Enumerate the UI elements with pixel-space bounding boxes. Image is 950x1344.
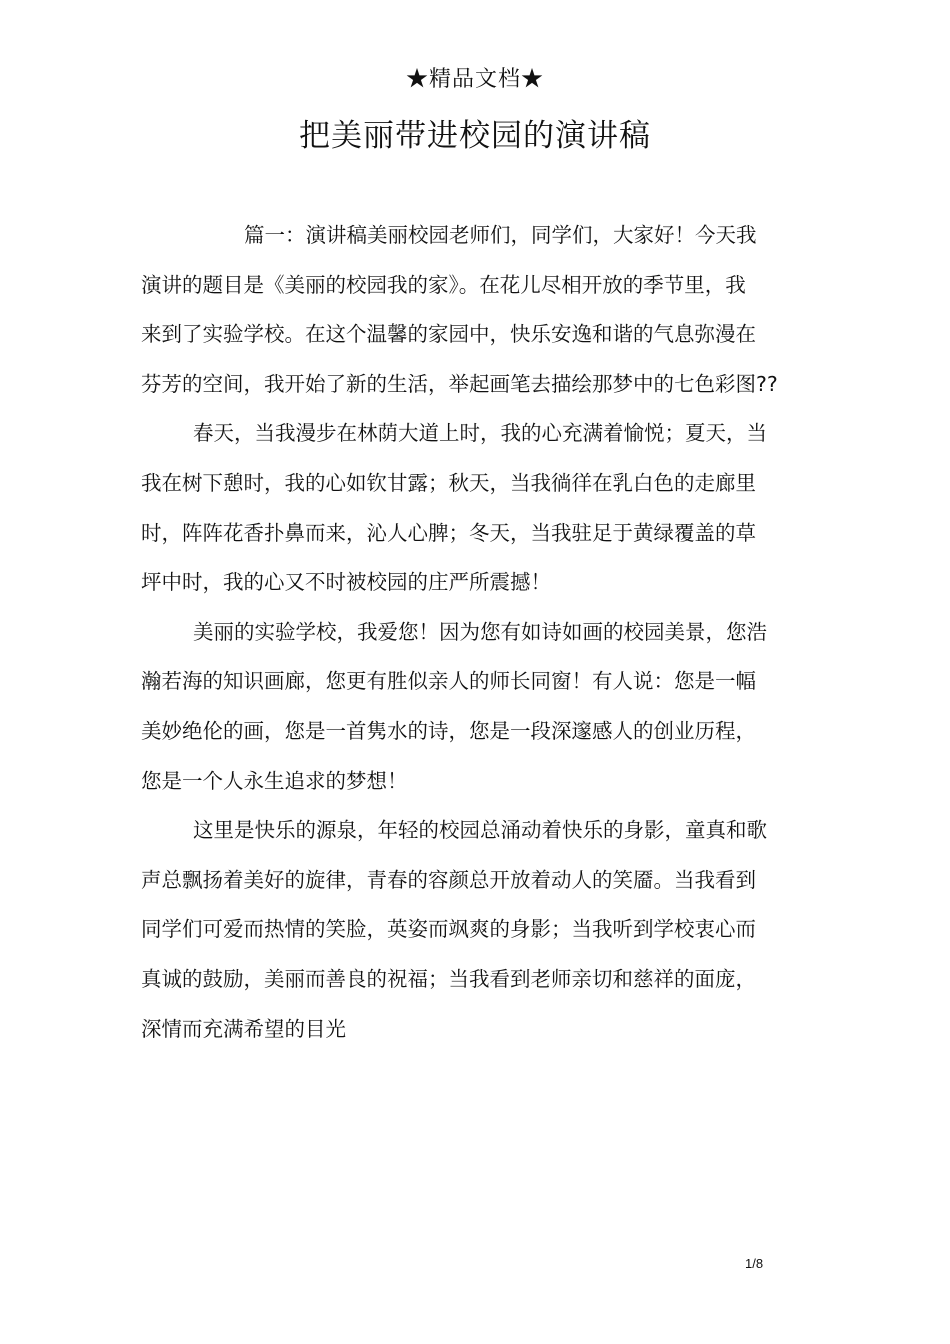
header-mark: ★精品文档★ <box>405 67 544 92</box>
paragraph-line: 这里是快乐的源泉，年轻的校园总涌动着快乐的身影，童真和歌 <box>193 818 767 843</box>
page-number: 1/8 <box>745 1256 764 1271</box>
paragraph-line: 美妙绝伦的画，您是一首隽水的诗，您是一段深邃感人的创业历程， <box>141 718 756 743</box>
paragraph-line: 真诚的鼓励，美丽而善良的祝福；当我看到老师亲切和慈祥的面庞， <box>141 966 756 991</box>
paragraph-line: 芬芳的空间，我开始了新的生活，举起画笔去描绘那梦中的七色彩图?? <box>141 371 778 396</box>
paragraph-line: 深情而充满希望的目光 <box>141 1016 346 1041</box>
body-text <box>141 211 841 1054</box>
paragraph-line: 时，阵阵花香扑鼻而来，沁人心脾；冬天，当我驻足于黄绿覆盖的草 <box>141 520 756 545</box>
paragraph-line: 来到了实验学校。在这个温馨的家园中，快乐安逸和谐的气息弥漫在 <box>141 322 756 347</box>
paragraph-line: 篇一：演讲稿美丽校园老师们，同学们，大家好！今天我 <box>244 223 757 247</box>
paragraph-line: 我在树下憩时，我的心如钦甘露；秋天，当我徜徉在乳白色的走廊里 <box>141 470 756 495</box>
paragraph-line: 坪中时，我的心又不时被校园的庄严所震撼！ <box>141 570 551 595</box>
paragraph-line: 演讲的题目是《美丽的校园我的家》。在花儿尽相开放的季节里，我 <box>141 272 746 297</box>
paragraph-line: 您是一个人永生追求的梦想！ <box>141 768 408 793</box>
paragraph-line: 声总飘扬着美好的旋律，青春的容颜总开放着动人的笑靥。当我看到 <box>141 867 756 892</box>
paragraph-line: 同学们可爱而热情的笑脸，英姿而飒爽的身影；当我听到学校衷心而 <box>141 917 756 942</box>
paragraph-line: 瀚若海的知识画廊，您更有胜似亲人的师长同窗！有人说：您是一幅 <box>141 669 756 694</box>
document-title: 把美丽带进校园的演讲稿 <box>299 118 651 154</box>
paragraph-line: 春天，当我漫步在林荫大道上时，我的心充满着愉悦；夏天，当 <box>193 421 767 446</box>
paragraph-line: 美丽的实验学校，我爱您！因为您有如诗如画的校园美景，您浩 <box>193 619 767 644</box>
